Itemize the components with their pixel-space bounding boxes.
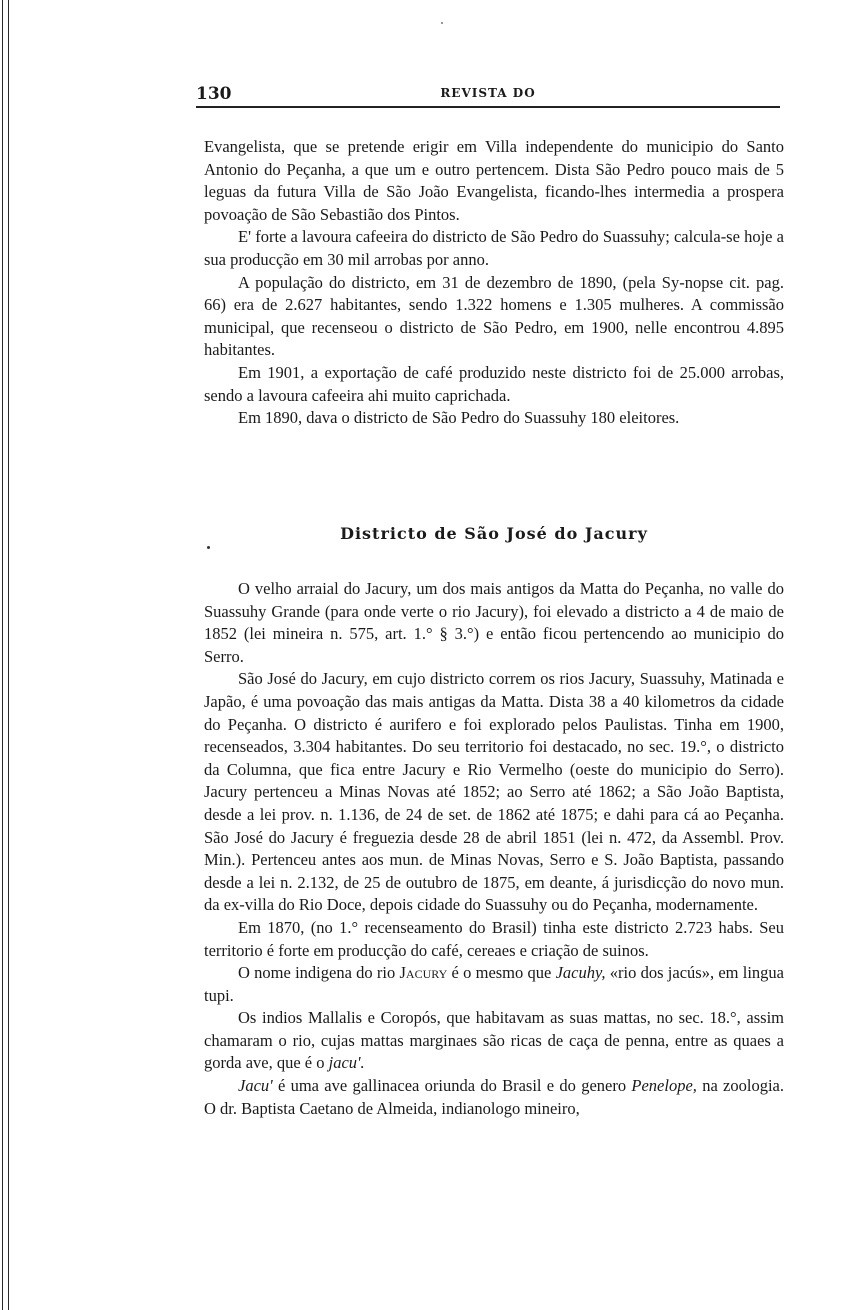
top-text-block — [204, 136, 784, 430]
paragraph-jacu — [204, 1075, 784, 1120]
text-run-italic: Penelope, — [631, 1076, 697, 1096]
paragraph-indians — [204, 1007, 784, 1075]
paragraph: E' forte a lavoura cafeeira do districto de São Pedro do Suassuhy; calcula-se hoje a sua producção em 30 mil arrobas por anno. — [204, 227, 784, 269]
text-run: Os indios Mallalis e Coropós, que habitavam as suas mattas, no sec. 18.°, assim chamaram o rio, cujas mattas marginaes são ricas de caça de penna, entre as quaes a gorda ave, que é o — [204, 1008, 784, 1073]
text-run: é uma ave gallinacea oriunda do Brasil e do genero — [272, 1076, 632, 1096]
text-run-italic: jacu'. — [328, 1053, 365, 1073]
header-rule — [196, 106, 780, 108]
book-binding-edge — [0, 0, 14, 1310]
paragraph: Evangelista, que se pretende erigir em Villa independente do municipio do Santo Antonio do Peçanha, a que um e outro pertencem. Dista São Pedro pouco mais de 5 leguas da futura Villa de São João Evangelista, ficando-lhes intermedia a prospera povoação de São Sebastião dos Pintos. — [204, 137, 784, 224]
paragraph: Em 1890, dava o districto de São Pedro do Suassuhy 180 eleitores. — [238, 408, 680, 428]
text-run: «rio dos jacús», em lingua tupi. — [204, 963, 784, 1005]
text-run-italic: Jacu' — [238, 1076, 273, 1096]
paragraph-etymology — [204, 962, 784, 1007]
page-number: 130 — [196, 84, 232, 104]
page-header — [196, 84, 780, 106]
running-title: REVISTA DO — [440, 86, 536, 100]
text-run-italic: Jacuhy, — [555, 963, 606, 983]
paragraph: O velho arraial do Jacury, um dos mais antigos da Matta do Peçanha, no valle do Suassuhy Grande (para onde verte o rio Jacury), foi elevado a districto a 4 de maio de 1852 (lei mineira n. 575, art. 1.° § 3.°) e então ficou pertencendo ao municipio do Serro. — [204, 579, 784, 666]
speck — [207, 546, 210, 549]
paragraph: Em 1901, a exportação de café produzido neste districto foi de 25.000 arrobas, sendo a lavoura cafeeira ahi muito caprichada. — [204, 362, 784, 405]
speck — [441, 22, 443, 24]
paragraph: São José do Jacury, em cujo districto correm os rios Jacury, Suassuhy, Matinada e Japão, é uma povoação das mais antigas da Matta. Dista 38 a 40 kilometros da cidade do Peçanha. O districto é aurifero e foi explorado pelos Paulistas. Tinha em 1900, recenseados, 3.304 habitantes. Do seu territorio foi destacado, no sec. 19.°, o districto da Columna, que fica entre Jacury e Rio Vermelho (oeste do municipio do Serro). Jacury pertenceu a Minas Novas até 1852; ao Serro até 1862; a São João Baptista, desde a lei prov. n. 1.136, de 24 de set. de 1862 até 1875; e dahi para cá ao Peçanha. São José do Jacury é freguezia desde 28 de abril 1851 (lei n. 472, da Assembl. Prov. Min.). Pertenceu antes aos mun. de Minas Novas, Serro e S. João Baptista, passando desde a lei n. 2.132, de 25 de outubro de 1875, em deante, á jurisdicção do novo mun. da ex-villa do Rio Doce, depois cidade do Suassuhy ou do Peçanha, modernamente. — [204, 669, 784, 915]
text-run-smallcaps: Jacury — [399, 963, 448, 983]
section-text-block — [204, 578, 784, 1120]
text-run: é o mesmo que — [447, 963, 556, 983]
paragraph: Em 1870, (no 1.° recenseamento do Brasil) tinha este districto 2.723 habs. Seu territorio é forte em producção do café, cereaes e criação de suinos. — [204, 917, 784, 960]
text-run: O nome indigena do rio — [238, 963, 400, 983]
text-run: na zoologia. O dr. Baptista Caetano de Almeida, indianologo mineiro, — [204, 1076, 784, 1118]
paragraph: A população do districto, em 31 de dezembro de 1890, (pela Sy-nopse cit. pag. 66) era de 2.627 habitantes, sendo 1.322 homens e 1.305 mulheres. A commissão municipal, que recenseou o districto de São Pedro, em 1900, nelle encontrou 4.895 habitantes. — [204, 272, 784, 360]
section-heading: Districto de São José do Jacury — [340, 524, 648, 543]
